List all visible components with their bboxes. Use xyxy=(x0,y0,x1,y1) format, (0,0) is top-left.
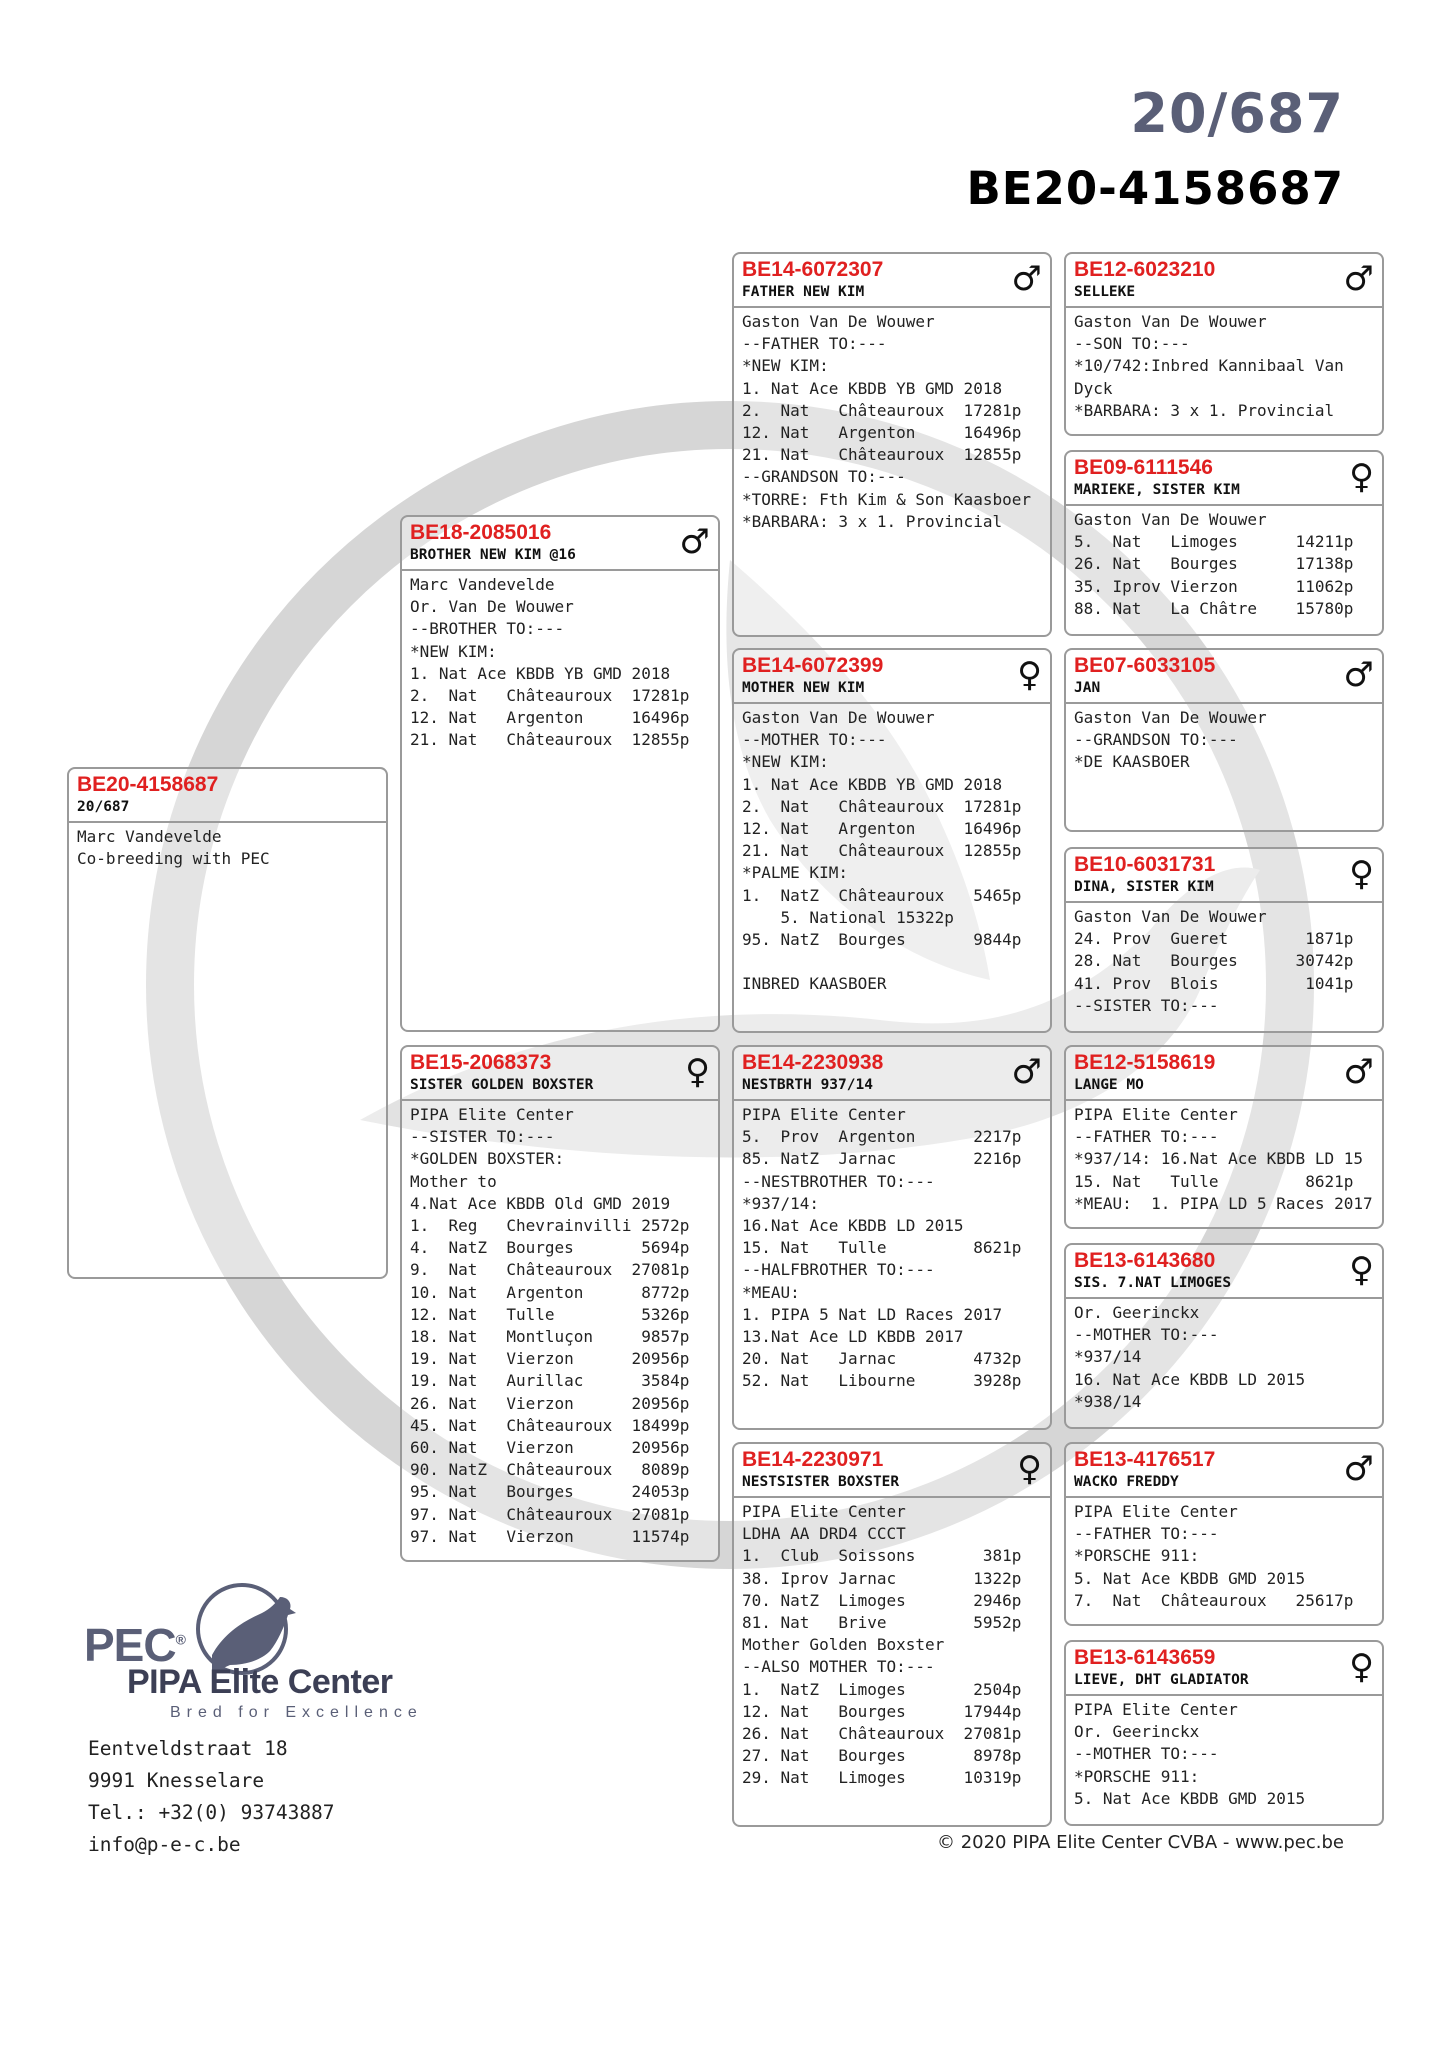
performance-line: --SISTER TO:--- xyxy=(1074,995,1219,1015)
performance-line: 95. NatZ Bourges 9844p xyxy=(742,930,1022,950)
performance-line: 15. Nat Tulle 8621p xyxy=(742,1238,1022,1258)
performance-line: Gaston Van De Wouwer xyxy=(1074,907,1267,926)
card-body xyxy=(1066,1101,1382,1218)
card-body xyxy=(734,704,1050,999)
card-header xyxy=(734,650,1050,704)
performance-line: *BARBARA: 3 x 1. Provincial xyxy=(742,511,1003,531)
performance-line: Co-breeding with PEC xyxy=(77,849,270,869)
card-header xyxy=(1066,1047,1382,1101)
performance-line: 1. NatZ Limoges 2504p xyxy=(742,1679,1022,1699)
performance-line: Dyck xyxy=(1074,378,1113,398)
performance-line: 7. Nat Châteauroux 25617p xyxy=(1074,1590,1354,1610)
performance-line: 1. Nat Ace KBDB YB GMD 2018 xyxy=(742,774,1003,794)
performance-line: PIPA Elite Center xyxy=(742,1105,906,1124)
card-body xyxy=(734,1101,1050,1396)
performance-line: --MOTHER TO:--- xyxy=(1074,1325,1219,1345)
performance-line: Gaston Van De Wouwer xyxy=(742,312,935,331)
pigeon-name: NESTBRTH 937/14 xyxy=(742,1077,873,1093)
performance-line: 21. Nat Châteauroux 12855p xyxy=(410,730,690,750)
performance-line: PIPA Elite Center xyxy=(410,1105,574,1124)
pigeon-name: DINA, SISTER KIM xyxy=(1074,879,1214,895)
card-sire-sire-sire xyxy=(1064,252,1384,436)
card-sire-dam xyxy=(732,648,1052,1033)
performance-line: 16. Nat Ace KBDB LD 2015 xyxy=(1074,1369,1306,1389)
performance-line: 27. Nat Bourges 8978p xyxy=(742,1746,1022,1766)
performance-line: 5. Nat Ace KBDB GMD 2015 xyxy=(1074,1568,1306,1588)
male-symbol-icon: ♂ xyxy=(1343,1449,1374,1489)
performance-line: 1. Nat Ace KBDB YB GMD 2018 xyxy=(410,663,671,683)
performance-line: --GRANDSON TO:--- xyxy=(742,467,906,487)
performance-line: 1. Nat Ace KBDB YB GMD 2018 xyxy=(742,378,1003,398)
performance-line: Or. Van De Wouwer xyxy=(410,597,574,617)
performance-line: --FATHER TO:--- xyxy=(742,334,887,354)
performance-line: --MOTHER TO:--- xyxy=(1074,1744,1219,1764)
performance-line: 1. Reg Chevrainvilli 2572p xyxy=(410,1216,690,1236)
performance-line: 70. NatZ Limoges 2946p xyxy=(742,1590,1022,1610)
performance-line: Or. Geerinckx xyxy=(1074,1722,1200,1742)
card-subject xyxy=(67,767,388,1279)
performance-line: --SON TO:--- xyxy=(1074,334,1190,354)
ring-number: BE07-6033105 xyxy=(1074,654,1216,677)
card-body xyxy=(69,823,386,873)
address-block xyxy=(88,1733,335,1861)
performance-line: 21. Nat Châteauroux 12855p xyxy=(742,445,1022,465)
pigeon-name: MOTHER NEW KIM xyxy=(742,680,865,696)
performance-line: *938/14 xyxy=(1074,1391,1142,1411)
performance-line: *MEAU: 1. PIPA LD 5 Races 2017 xyxy=(1074,1193,1373,1213)
performance-line: 5. Prov Argenton 2217p xyxy=(742,1127,1022,1147)
performance-line: 10. Nat Argenton 8772p xyxy=(410,1282,690,1302)
performance-line: 81. Nat Brive 5952p xyxy=(742,1613,1022,1633)
performance-line: *PORSCHE 911: xyxy=(1074,1766,1200,1786)
male-symbol-icon: ♂ xyxy=(1011,259,1042,299)
female-symbol-icon: ♀ xyxy=(1349,457,1374,497)
performance-line: Gaston Van De Wouwer xyxy=(1074,708,1267,727)
performance-line: --BROTHER TO:--- xyxy=(410,619,565,639)
female-symbol-icon: ♀ xyxy=(1349,854,1374,894)
address-city: 9991 Knesselare xyxy=(88,1769,265,1792)
pigeon-name: JAN xyxy=(1074,680,1101,696)
address-email[interactable]: info@p-e-c.be xyxy=(88,1833,241,1856)
performance-line: 90. NatZ Châteauroux 8089p xyxy=(410,1460,690,1480)
performance-line: 45. Nat Châteauroux 18499p xyxy=(410,1415,690,1435)
performance-line: 16.Nat Ace KBDB LD 2015 xyxy=(742,1216,964,1236)
performance-line: 19. Nat Vierzon 20956p xyxy=(410,1349,690,1369)
pigeon-name: BROTHER NEW KIM @16 xyxy=(410,547,576,563)
performance-line: *937/14: xyxy=(742,1193,820,1213)
card-header xyxy=(69,769,386,823)
card-body xyxy=(1066,1696,1382,1813)
pigeon-name: LANGE MO xyxy=(1074,1077,1144,1093)
pigeon-name: WACKO FREDDY xyxy=(1074,1474,1179,1490)
performance-line: --MOTHER TO:--- xyxy=(742,730,887,750)
female-symbol-icon: ♀ xyxy=(1349,1250,1374,1290)
performance-line: *PORSCHE 911: xyxy=(1074,1546,1200,1566)
ring-number: BE12-5158619 xyxy=(1074,1051,1216,1074)
male-symbol-icon: ♂ xyxy=(1343,259,1374,299)
performance-line: *10/742:Inbred Kannibaal Van xyxy=(1074,356,1344,376)
performance-line: --SISTER TO:--- xyxy=(410,1127,555,1147)
performance-line: 26. Nat Châteauroux 27081p xyxy=(742,1724,1022,1744)
performance-line: 15. Nat Tulle 8621p xyxy=(1074,1171,1354,1191)
ring-number: BE14-6072307 xyxy=(742,258,884,281)
address-phone: Tel.: +32(0) 93743887 xyxy=(88,1801,335,1824)
card-body xyxy=(1066,308,1382,425)
performance-line: *937/14: 16.Nat Ace KBDB LD 15 xyxy=(1074,1149,1363,1169)
card-header xyxy=(1066,254,1382,308)
performance-line: 4. NatZ Bourges 5694p xyxy=(410,1238,690,1258)
performance-line: *937/14 xyxy=(1074,1347,1142,1367)
performance-line: PIPA Elite Center xyxy=(1074,1105,1238,1124)
performance-line: Gaston Van De Wouwer xyxy=(742,708,935,727)
ring-number: BE10-6031731 xyxy=(1074,853,1216,876)
pigeon-name: SELLEKE xyxy=(1074,284,1136,300)
performance-line: 24. Prov Gueret 1871p xyxy=(1074,929,1354,949)
performance-line: 21. Nat Châteauroux 12855p xyxy=(742,841,1022,861)
performance-line: 88. Nat La Châtre 15780p xyxy=(1074,598,1354,618)
performance-line: 97. Nat Vierzon 11574p xyxy=(410,1526,690,1546)
card-body xyxy=(734,1498,1050,1793)
performance-line: --GRANDSON TO:--- xyxy=(1074,730,1238,750)
logo-tagline: Bred for Excellence xyxy=(170,1704,423,1721)
card-header xyxy=(1066,1245,1382,1299)
female-symbol-icon: ♀ xyxy=(1349,1647,1374,1687)
performance-line: *NEW KIM: xyxy=(410,641,497,661)
performance-line: 2. Nat Châteauroux 17281p xyxy=(742,796,1022,816)
card-dam-sire-sire xyxy=(1064,1045,1384,1229)
pedigree-ring-number: BE20-4158687 xyxy=(966,162,1344,215)
performance-line: --HALFBROTHER TO:--- xyxy=(742,1260,935,1280)
performance-line: 85. NatZ Jarnac 2216p xyxy=(742,1149,1022,1169)
performance-line: 12. Nat Argenton 16496p xyxy=(742,819,1022,839)
pigeon-name: 20/687 xyxy=(77,799,130,815)
performance-line: *TORRE: Fth Kim & Son Kaasboer xyxy=(742,489,1031,509)
performance-line: LDHA AA DRD4 CCCT xyxy=(742,1524,906,1544)
card-sire-dam-dam xyxy=(1064,847,1384,1033)
performance-line: 26. Nat Bourges 17138p xyxy=(1074,554,1354,574)
ring-number: BE14-2230938 xyxy=(742,1051,884,1074)
logo-abbr: PEC® xyxy=(84,1619,185,1671)
performance-line: *DE KAASBOER xyxy=(1074,752,1190,772)
card-header xyxy=(1066,1444,1382,1498)
performance-line xyxy=(742,951,1042,973)
card-sire xyxy=(400,515,720,1032)
card-body xyxy=(1066,506,1382,623)
male-symbol-icon: ♂ xyxy=(1343,655,1374,695)
male-symbol-icon: ♂ xyxy=(1343,1052,1374,1092)
address-street: Eentveldstraat 18 xyxy=(88,1737,288,1760)
performance-line: 95. Nat Bourges 24053p xyxy=(410,1482,690,1502)
ring-number: BE18-2085016 xyxy=(410,521,552,544)
performance-line: 2. Nat Châteauroux 17281p xyxy=(742,400,1022,420)
performance-line: Marc Vandevelde xyxy=(410,575,555,594)
card-header xyxy=(1066,650,1382,704)
pigeon-name: NESTSISTER BOXSTER xyxy=(742,1474,900,1490)
card-header xyxy=(402,517,718,571)
card-body xyxy=(402,571,718,755)
female-symbol-icon: ♀ xyxy=(685,1052,710,1092)
female-symbol-icon: ♀ xyxy=(1017,1449,1042,1489)
registered-mark: ® xyxy=(175,1631,185,1648)
performance-line: INBRED KAASBOER xyxy=(742,974,887,994)
performance-line: *MEAU: xyxy=(742,1282,800,1302)
performance-line: Gaston Van De Wouwer xyxy=(1074,510,1267,529)
performance-line: --FATHER TO:--- xyxy=(1074,1127,1219,1147)
performance-line: 18. Nat Montluçon 9857p xyxy=(410,1327,690,1347)
performance-line: *NEW KIM: xyxy=(742,752,829,772)
performance-line: 38. Iprov Jarnac 1322p xyxy=(742,1568,1022,1588)
performance-line: *NEW KIM: xyxy=(742,356,829,376)
performance-line: 4.Nat Ace KBDB Old GMD 2019 xyxy=(410,1193,671,1213)
ring-number: BE13-4176517 xyxy=(1074,1448,1216,1471)
performance-line: *BARBARA: 3 x 1. Provincial xyxy=(1074,400,1335,420)
card-body xyxy=(734,308,1050,536)
performance-line: 28. Nat Bourges 30742p xyxy=(1074,951,1354,971)
card-body xyxy=(1066,704,1382,777)
card-body xyxy=(1066,903,1382,1020)
card-body xyxy=(1066,1498,1382,1615)
card-header xyxy=(1066,849,1382,903)
card-dam xyxy=(400,1045,720,1562)
performance-line: 41. Prov Blois 1041p xyxy=(1074,973,1354,993)
card-dam-sire-dam xyxy=(1064,1243,1384,1429)
card-body xyxy=(1066,1299,1382,1416)
performance-line: 52. Nat Libourne 3928p xyxy=(742,1371,1022,1391)
female-symbol-icon: ♀ xyxy=(1017,655,1042,695)
performance-line: *GOLDEN BOXSTER: xyxy=(410,1149,565,1169)
copyright: © 2020 PIPA Elite Center CVBA - www.pec.be xyxy=(936,1832,1344,1853)
performance-line: *PALME KIM: xyxy=(742,863,848,883)
male-symbol-icon: ♂ xyxy=(679,522,710,562)
performance-line: 12. Nat Bourges 17944p xyxy=(742,1701,1022,1721)
ring-number: BE20-4158687 xyxy=(77,773,219,796)
performance-line: 2. Nat Châteauroux 17281p xyxy=(410,686,690,706)
pigeon-name: SISTER GOLDEN BOXSTER xyxy=(410,1077,594,1093)
card-header xyxy=(734,1444,1050,1498)
performance-line: 12. Nat Argenton 16496p xyxy=(742,423,1022,443)
card-header xyxy=(734,254,1050,308)
performance-line: 5. Nat Ace KBDB GMD 2015 xyxy=(1074,1788,1306,1808)
performance-line: 1. NatZ Châteauroux 5465p xyxy=(742,885,1022,905)
performance-line: 26. Nat Vierzon 20956p xyxy=(410,1393,690,1413)
card-sire-sire-dam xyxy=(1064,450,1384,636)
performance-line: 9. Nat Châteauroux 27081p xyxy=(410,1260,690,1280)
performance-line: 1. PIPA 5 Nat LD Races 2017 xyxy=(742,1304,1003,1324)
ring-number: BE15-2068373 xyxy=(410,1051,552,1074)
performance-line: PIPA Elite Center xyxy=(1074,1700,1238,1719)
pigeon-name: LIEVE, DHT GLADIATOR xyxy=(1074,1672,1249,1688)
ring-number: BE14-6072399 xyxy=(742,654,884,677)
logo-name: PIPA Elite Center xyxy=(127,1663,393,1701)
performance-line: PIPA Elite Center xyxy=(742,1502,906,1521)
pigeon-name: MARIEKE, SISTER KIM xyxy=(1074,482,1240,498)
pigeon-name: FATHER NEW KIM xyxy=(742,284,865,300)
card-header xyxy=(402,1047,718,1101)
ring-number: BE12-6023210 xyxy=(1074,258,1216,281)
card-header xyxy=(1066,452,1382,506)
performance-line: 35. Iprov Vierzon 11062p xyxy=(1074,576,1354,596)
ring-number: BE13-6143659 xyxy=(1074,1646,1216,1669)
performance-line: PIPA Elite Center xyxy=(1074,1502,1238,1521)
performance-line: 19. Nat Aurillac 3584p xyxy=(410,1371,690,1391)
performance-line: 60. Nat Vierzon 20956p xyxy=(410,1438,690,1458)
male-symbol-icon: ♂ xyxy=(1011,1052,1042,1092)
pigeon-name: SIS. 7.NAT LIMOGES xyxy=(1074,1275,1232,1291)
performance-line: 5. Nat Limoges 14211p xyxy=(1074,532,1354,552)
performance-line: 5. National 15322p xyxy=(742,907,954,927)
performance-line: --FATHER TO:--- xyxy=(1074,1524,1219,1544)
card-dam-sire xyxy=(732,1045,1052,1430)
performance-line: 1. Club Soissons 381p xyxy=(742,1546,1022,1566)
pigeon-icon xyxy=(212,1597,296,1673)
pedigree-code: 20/687 xyxy=(1130,82,1344,145)
card-header xyxy=(734,1047,1050,1101)
performance-line: 97. Nat Châteauroux 27081p xyxy=(410,1504,690,1524)
card-sire-sire xyxy=(732,252,1052,637)
performance-line: 13.Nat Ace LD KBDB 2017 xyxy=(742,1327,964,1347)
ring-number: BE09-6111546 xyxy=(1074,456,1213,479)
performance-line: Gaston Van De Wouwer xyxy=(1074,312,1267,331)
ring-number: BE14-2230971 xyxy=(742,1448,884,1471)
card-header xyxy=(1066,1642,1382,1696)
ring-number: BE13-6143680 xyxy=(1074,1249,1216,1272)
card-dam-dam-sire xyxy=(1064,1442,1384,1626)
performance-line: Marc Vandevelde xyxy=(77,827,222,846)
performance-line: 12. Nat Argenton 16496p xyxy=(410,708,690,728)
performance-line: Or. Geerinckx xyxy=(1074,1303,1200,1322)
card-sire-dam-sire xyxy=(1064,648,1384,832)
card-dam-dam xyxy=(732,1442,1052,1827)
performance-line: --ALSO MOTHER TO:--- xyxy=(742,1657,935,1677)
performance-line: Mother to xyxy=(410,1171,497,1191)
card-dam-dam-dam xyxy=(1064,1640,1384,1826)
performance-line: --NESTBROTHER TO:--- xyxy=(742,1171,935,1191)
performance-line: 20. Nat Jarnac 4732p xyxy=(742,1349,1022,1369)
performance-line: 29. Nat Limoges 10319p xyxy=(742,1768,1022,1788)
performance-line: Mother Golden Boxster xyxy=(742,1635,945,1655)
performance-line: 12. Nat Tulle 5326p xyxy=(410,1304,690,1324)
card-body xyxy=(402,1101,718,1551)
